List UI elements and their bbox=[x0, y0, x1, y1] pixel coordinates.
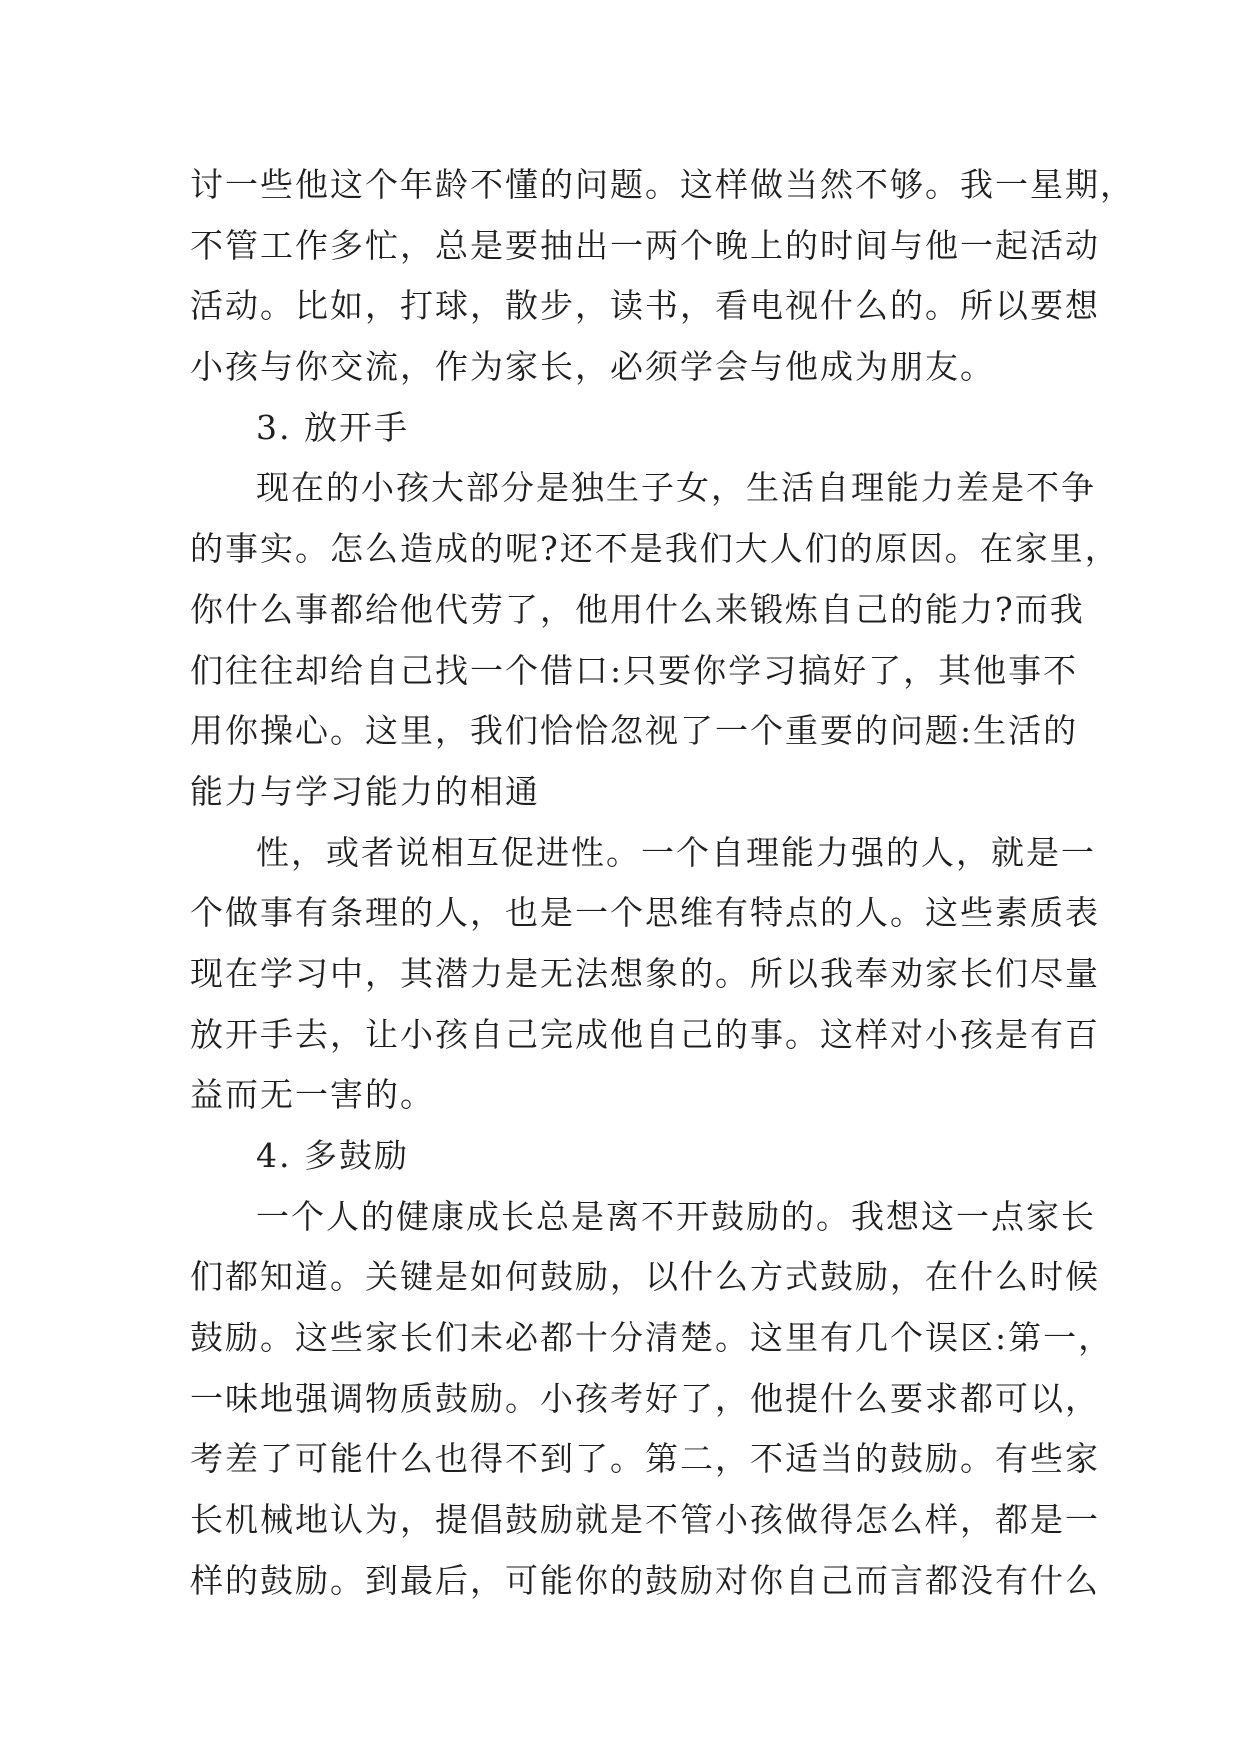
text-line: 用你操心。这里，我们恰恰忽视了一个重要的问题:生活的 bbox=[190, 711, 1079, 751]
text-line: 小孩与你交流，作为家长，必须学会与他成为朋友。 bbox=[190, 347, 995, 387]
text-line: 鼓励。这些家长们未必都十分清楚。这里有几个误区:第一， bbox=[190, 1318, 1114, 1358]
text-line: 不管工作多忙，总是要抽出一两个晚上的时间与他一起活动 bbox=[190, 225, 1100, 265]
text-line: 样的鼓励。到最后，可能你的鼓励对你自己而言都没有什么 bbox=[190, 1560, 1100, 1600]
paragraph-start: 性，或者说相互促进性。一个自理能力强的人，就是一 bbox=[256, 832, 1096, 872]
text-line: 长机械地认为，提倡鼓励就是不管小孩做得怎么样，都是一 bbox=[190, 1500, 1100, 1540]
document-body bbox=[190, 155, 1135, 1612]
text-line: 讨一些他这个年龄不懂的问题。这样做当然不够。我一星期， bbox=[190, 165, 1135, 204]
paragraph-start: 现在的小孩大部分是独生子女，生活自理能力差是不争 bbox=[256, 468, 1096, 508]
text-line: 们都知道。关键是如何鼓励，以什么方式鼓励，在什么时候 bbox=[190, 1257, 1100, 1297]
text-line: 放开手去，让小孩自己完成他自己的事。这样对小孩是有百 bbox=[190, 1014, 1100, 1054]
text-line: 一味地强调物质鼓励。小孩考好了，他提什么要求都可以， bbox=[190, 1378, 1100, 1418]
text-line: 的事实。怎么造成的呢?还不是我们大人们的原因。在家里， bbox=[190, 529, 1120, 569]
text-line: 活动。比如，打球，散步，读书，看电视什么的。所以要想 bbox=[190, 286, 1100, 326]
text-line: 益而无一害的。 bbox=[190, 1075, 435, 1115]
section-heading: 3. 放开手 bbox=[256, 407, 409, 447]
text-line: 你什么事都给他代劳了，他用什么来锻炼自己的能力?而我 bbox=[190, 589, 1085, 629]
text-line: 现在学习中，其潜力是无法想象的。所以我奉劝家长们尽量 bbox=[190, 953, 1100, 993]
text-line: 们往往却给自己找一个借口:只要你学习搞好了，其他事不 bbox=[190, 650, 1079, 690]
text-line: 个做事有条理的人，也是一个思维有特点的人。这些素质表 bbox=[190, 893, 1100, 933]
text-line: 考差了可能什么也得不到了。第二，不适当的鼓励。有些家 bbox=[190, 1439, 1100, 1479]
paragraph-start: 一个人的健康成长总是离不开鼓励的。我想这一点家长 bbox=[256, 1196, 1096, 1236]
section-heading: 4. 多鼓励 bbox=[256, 1136, 409, 1175]
text-line: 能力与学习能力的相通 bbox=[190, 771, 540, 811]
